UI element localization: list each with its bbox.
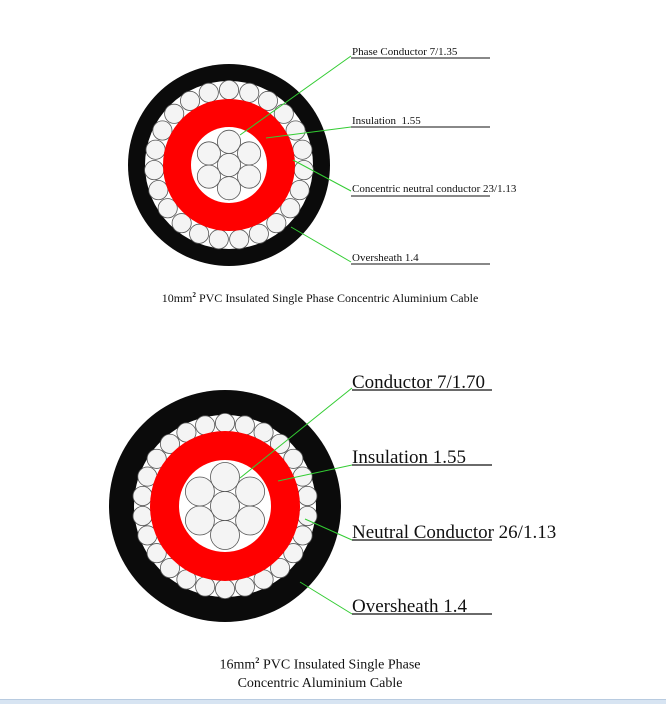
neutral-strand	[290, 181, 309, 200]
label-phase-conductor: Phase Conductor 7/1.35	[352, 46, 458, 58]
neutral-strand	[196, 577, 215, 596]
window-bottom-edge	[0, 699, 666, 704]
conductor-strand	[236, 477, 265, 506]
conductor-strand	[217, 153, 240, 176]
conductor-strand	[211, 463, 240, 492]
neutral-strand	[190, 224, 209, 243]
caption-superscript: 2	[255, 656, 260, 665]
conductor-strand	[197, 165, 220, 188]
conductor-strand	[217, 130, 240, 153]
neutral-strand	[298, 486, 317, 505]
label-neutral-conductor: Concentric neutral conductor 23/1.13	[352, 183, 517, 195]
conductor-strand	[217, 177, 240, 200]
caption-16mm-cable	[150, 652, 490, 693]
caption-10mm-cable	[100, 291, 540, 306]
label-insulation: Insulation 1.55	[352, 447, 466, 468]
label-insulation: Insulation 1.55	[352, 115, 421, 127]
neutral-strand	[215, 579, 234, 598]
caption-text: PVC Insulated Single Phase Concentric Aluminium Cable	[195, 291, 479, 305]
conductor-strand	[237, 165, 260, 188]
conductor-strand	[197, 142, 220, 165]
conductor-strand	[236, 506, 265, 535]
neutral-strand	[149, 181, 168, 200]
neutral-strand	[235, 577, 254, 596]
conductor-strand	[237, 142, 260, 165]
conductor-strand	[185, 477, 214, 506]
neutral-strand	[153, 121, 172, 140]
label-oversheath: Oversheath 1.4	[352, 596, 468, 617]
leader-oversheath	[291, 227, 351, 262]
neutral-strand	[294, 161, 313, 180]
caption-size: 10mm	[161, 291, 193, 305]
neutral-strand	[249, 224, 268, 243]
caption-line-1	[150, 652, 490, 675]
cable-10mm-labels	[352, 46, 517, 264]
cable-10mm-cross-section	[128, 64, 330, 266]
caption-text: PVC Insulated Single Phase	[259, 657, 421, 673]
leader-oversheath	[300, 582, 352, 614]
conductor-strand	[185, 506, 214, 535]
neutral-strand	[145, 161, 164, 180]
caption-size: 16mm	[219, 657, 256, 673]
label-oversheath: Oversheath 1.4	[352, 252, 419, 264]
conductor-strand	[211, 521, 240, 550]
neutral-strand	[196, 416, 215, 435]
label-neutral-conductor: Neutral Conductor 26/1.13	[352, 522, 557, 543]
neutral-strand	[215, 413, 234, 432]
neutral-strand	[293, 140, 312, 159]
neutral-strand	[286, 121, 305, 140]
neutral-strand	[133, 506, 152, 525]
neutral-strand	[146, 140, 165, 159]
label-conductor: Conductor 7/1.70	[352, 372, 485, 393]
neutral-strand	[219, 80, 238, 99]
neutral-strand	[235, 416, 254, 435]
neutral-strand	[240, 83, 259, 102]
caption-line-2: Concentric Aluminium Cable	[237, 675, 403, 691]
neutral-strand	[133, 486, 152, 505]
conductor-strand	[211, 492, 240, 521]
neutral-strand	[209, 230, 228, 249]
caption-superscript: 2	[192, 291, 196, 299]
neutral-strand	[230, 230, 249, 249]
cable-16mm-labels	[352, 372, 556, 617]
neutral-strand	[199, 83, 218, 102]
